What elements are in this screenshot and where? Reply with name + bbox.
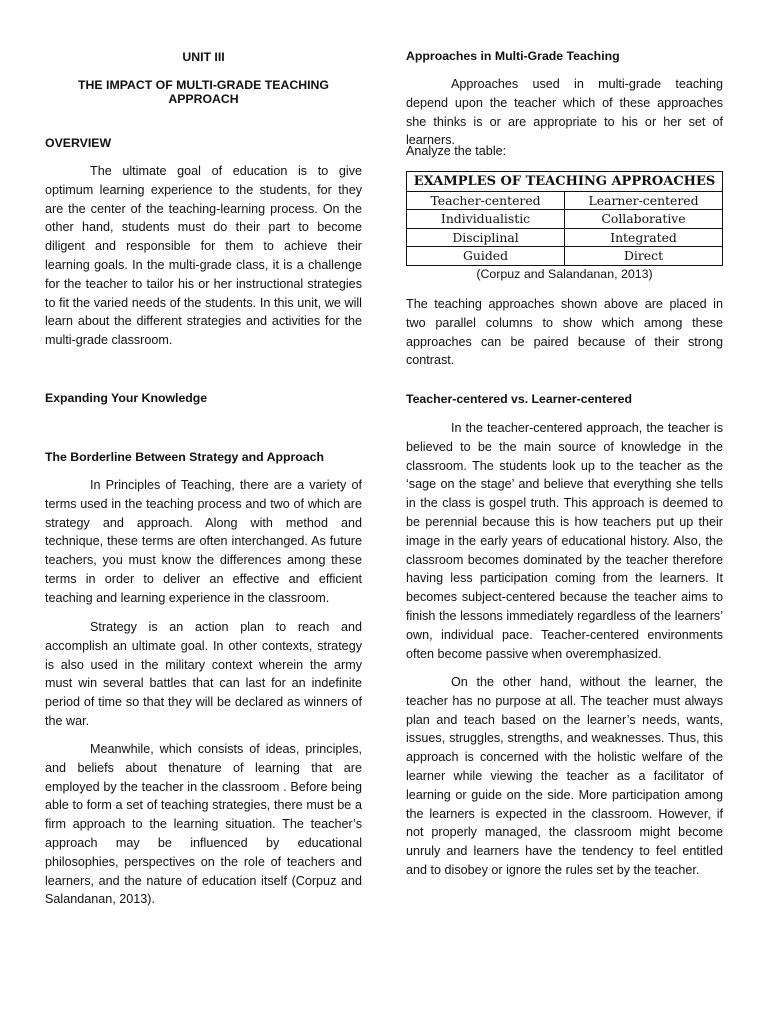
table-cell: Individualistic [407, 210, 565, 229]
table-cell: Integrated [565, 228, 723, 247]
overview-heading: OVERVIEW [45, 136, 112, 150]
table-cell: Collaborative [565, 210, 723, 229]
table-title: EXAMPLES OF TEACHING APPROACHES [407, 172, 723, 192]
borderline-heading: The Borderline Between Strategy and Approach [45, 450, 325, 464]
table-cell: Disciplinal [407, 228, 565, 247]
approach-definition-paragraph: Meanwhile, which consists of ideas, principles, and beliefs about thenature of learning that are employed by the teacher in the classroom . Before being able to form a set of teaching strategies, there must be a firm approach to the learning situation. The teacher’s approach may be influenced by educational philosophies, perspectives on the role of teachers and learners, and the nature of education itself (Corpuz and Salandanan, 2013). [45, 742, 362, 907]
table-row [407, 210, 723, 229]
strategy-definition-paragraph: Strategy is an action plan to reach and accomplish an ultimate goal. In other contexts, strategy is also used in the military context wherein the army must win several battles that can last for an indefinite period of time so that they will be declared as winners of the war. [45, 620, 362, 728]
teaching-approaches-table [406, 171, 723, 266]
analyze-label: Analyze the table: [406, 144, 507, 158]
unit-label: UNIT III [182, 50, 225, 64]
table-cell: Guided [407, 247, 565, 266]
teacher-learner-heading: Teacher-centered vs. Learner-centered [406, 392, 632, 406]
strategy-approach-paragraph: In Principles of Teaching, there are a variety of terms used in the teaching process and two of which are strategy and approach. Along with method and technique, these terms are often interchanged. As future teachers, you must know the differences among these terms in order to deliver an effective and efficient teaching and learning experience in the classroom. [45, 478, 362, 605]
table-row [407, 247, 723, 266]
table-row [407, 191, 723, 210]
table-row [407, 228, 723, 247]
table-caption: (Corpuz and Salandanan, 2013) [476, 267, 653, 281]
unit-title: THE IMPACT OF MULTI-GRADE TEACHING APPROACH [78, 78, 329, 106]
table-cell: Learner-centered [565, 191, 723, 210]
table-explanation-paragraph: The teaching approaches shown above are placed in two parallel columns to show which among these approaches can be paired because of their strong contrast. [406, 297, 723, 368]
table-cell: Teacher-centered [407, 191, 565, 210]
approaches-heading: Approaches in Multi-Grade Teaching [406, 49, 620, 63]
overview-paragraph: The ultimate goal of education is to give optimum learning experience to the students, for they are the center of the teaching-learning process. On the other hand, students must do their part to become diligent and responsible for them to achieve their learning goals. In the multi-grade class, it is a challenge for the teacher to tailor his or her instructional strategies to fit the varied needs of the students. In this unit, we will learn about the different strategies and activities for the multi-grade classroom. [45, 164, 362, 348]
teacher-centered-paragraph: In the teacher-centered approach, the teacher is believed to be the main source of knowledge in the classroom. The students look up to the teacher as the ‘sage on the stage’ and believe that everything she tells in the class is gospel truth. This approach is deemed to be perennial because this is how teachers put up their image in the early years of educational history. Also, the classroom becomes dominated by the teacher therefore having less participation coming from the learners. It becomes subject-centered because the teacher aims to finish the lessons immediately regardless of the learners’ own, individual pace. Teacher-centered environments often become passive when overemphasized. [406, 421, 723, 661]
learner-centered-paragraph: On the other hand, without the learner, the teacher has no purpose at all. The teacher must always plan and teach based on the learner’s needs, wants, issues, struggles, strengths, and weaknesses. Thus, this approach is concerned with the holistic welfare of the learner while viewing the teacher as a facilitator of learning or guide on the side. More participation among the learners is expected in the classroom. However, if not properly managed, the classroom might become unruly and learners have the tendency to feel entitled and to disobey or ignore the rules set by the teacher. [406, 675, 723, 877]
expanding-heading: Expanding Your Knowledge [45, 391, 208, 405]
table-cell: Direct [565, 247, 723, 266]
approaches-paragraph: Approaches used in multi-grade teaching depend upon the teacher which of these approaches she thinks is or are appropriate to his or her set of learners. [406, 77, 723, 148]
